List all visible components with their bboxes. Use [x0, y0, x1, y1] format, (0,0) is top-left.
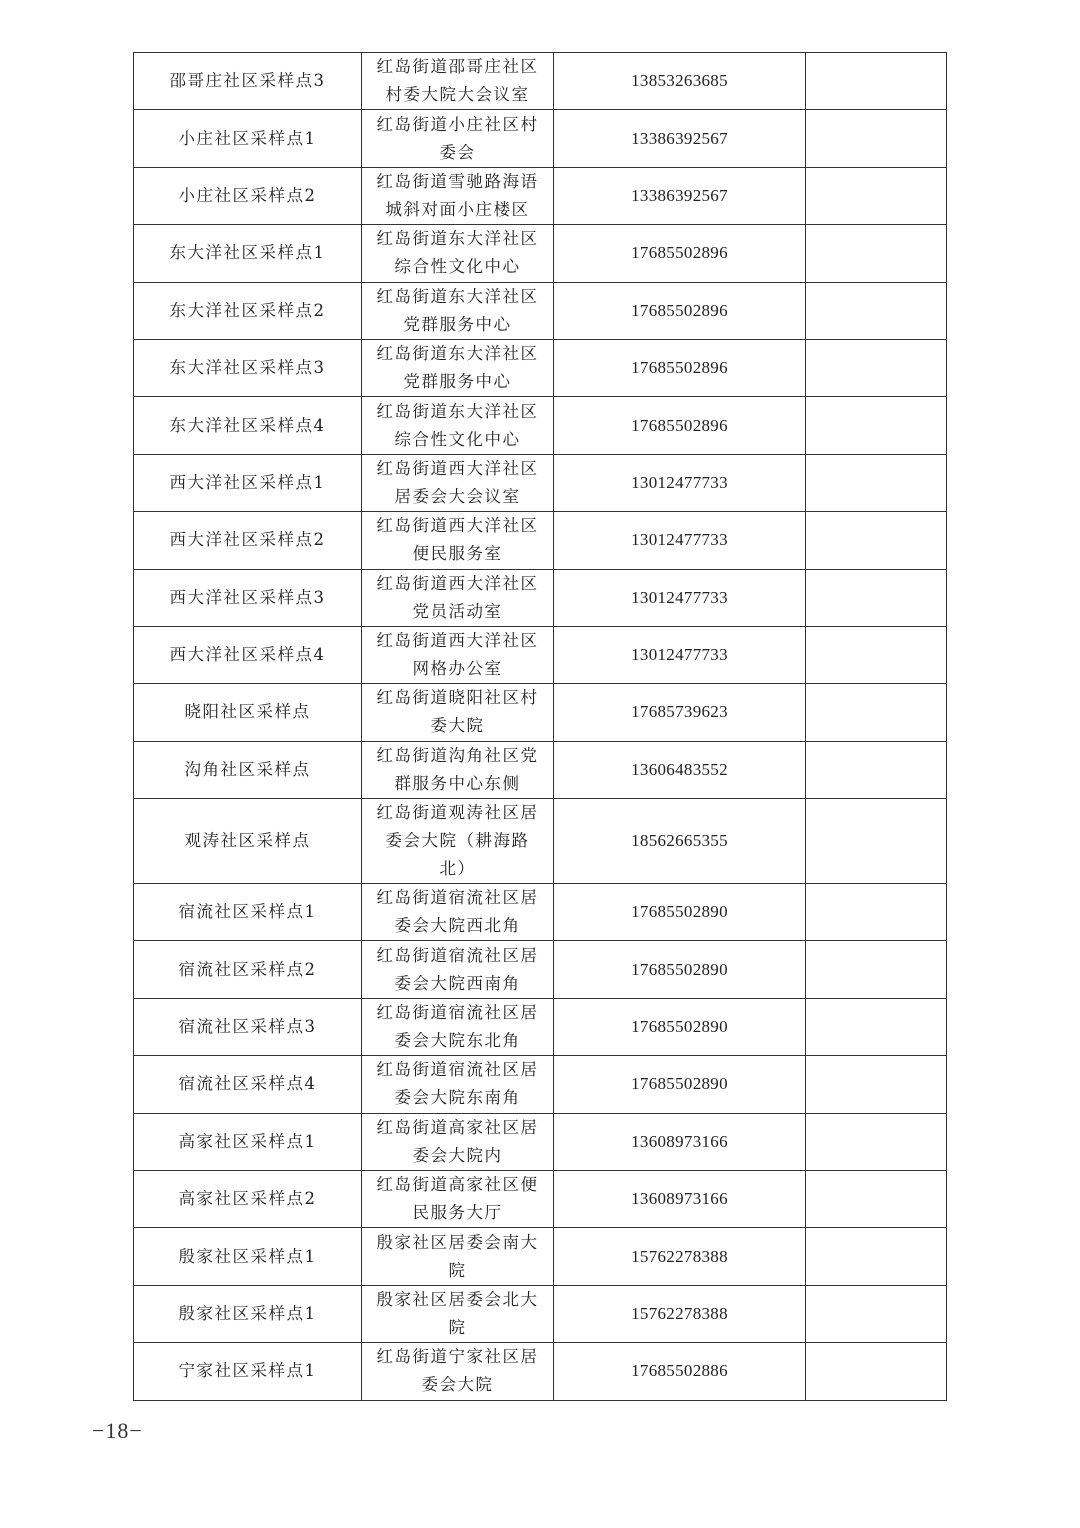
phone-cell: 13012477733 [554, 454, 806, 511]
note-cell [806, 626, 947, 683]
table-row [134, 884, 947, 941]
table-row [134, 941, 947, 998]
address-text: 红岛街道东大洋社区综合性文化中心 [376, 401, 539, 449]
note-cell [806, 397, 947, 454]
note-cell [806, 512, 947, 569]
address-cell [362, 454, 554, 511]
address-cell [362, 512, 554, 569]
phone-cell: 13608973166 [554, 1171, 806, 1228]
table-body [134, 53, 947, 1401]
address-cell [362, 225, 554, 282]
note-cell [806, 1171, 947, 1228]
site-name-cell: 高家社区采样点2 [134, 1171, 362, 1228]
note-cell [806, 741, 947, 798]
address-text: 红岛街道高家社区便民服务大厅 [376, 1175, 539, 1223]
site-name-cell: 西大洋社区采样点1 [134, 454, 362, 511]
address-text: 红岛街道观涛社区居委会大院（耕海路北） [376, 803, 539, 879]
address-text: 红岛街道宿流社区居委会大院东北角 [376, 1003, 539, 1051]
note-cell [806, 1228, 947, 1285]
address-cell [362, 339, 554, 396]
site-name-cell: 小庄社区采样点1 [134, 110, 362, 167]
address-text: 红岛街道小庄社区村委会 [376, 114, 539, 162]
address-cell [362, 1171, 554, 1228]
note-cell [806, 225, 947, 282]
phone-cell: 18562665355 [554, 799, 806, 884]
note-cell [806, 1113, 947, 1170]
table-row [134, 1285, 947, 1342]
address-text: 红岛街道沟角社区党群服务中心东侧 [376, 745, 539, 793]
address-text: 红岛街道宿流社区居委会大院西北角 [376, 888, 539, 936]
site-name-cell: 小庄社区采样点2 [134, 167, 362, 224]
site-name-cell: 东大洋社区采样点4 [134, 397, 362, 454]
note-cell [806, 998, 947, 1055]
note-cell [806, 941, 947, 998]
phone-cell: 13606483552 [554, 741, 806, 798]
address-cell [362, 998, 554, 1055]
phone-cell: 17685502896 [554, 339, 806, 396]
phone-cell: 17685502890 [554, 941, 806, 998]
phone-cell: 13386392567 [554, 110, 806, 167]
address-cell [362, 167, 554, 224]
table-row [134, 998, 947, 1055]
table-row [134, 454, 947, 511]
table-row [134, 282, 947, 339]
address-cell [362, 1285, 554, 1342]
address-text: 红岛街道雪驰路海语城斜对面小庄楼区 [376, 171, 539, 219]
address-text: 红岛街道西大洋社区便民服务室 [376, 516, 539, 564]
address-text: 红岛街道东大洋社区综合性文化中心 [376, 229, 539, 277]
table-row [134, 1113, 947, 1170]
note-cell [806, 1285, 947, 1342]
site-name-cell: 东大洋社区采样点2 [134, 282, 362, 339]
address-text: 红岛街道邵哥庄社区村委大院大会议室 [376, 57, 539, 105]
table-row [134, 1056, 947, 1113]
site-name-cell: 宿流社区采样点1 [134, 884, 362, 941]
phone-cell: 17685502896 [554, 397, 806, 454]
address-text: 红岛街道西大洋社区网格办公室 [376, 631, 539, 679]
site-name-cell: 西大洋社区采样点2 [134, 512, 362, 569]
phone-cell: 17685739623 [554, 684, 806, 741]
note-cell [806, 167, 947, 224]
site-name-cell: 西大洋社区采样点3 [134, 569, 362, 626]
table-row [134, 110, 947, 167]
address-cell [362, 884, 554, 941]
phone-cell: 13012477733 [554, 569, 806, 626]
table-row [134, 167, 947, 224]
table-row [134, 397, 947, 454]
table-row [134, 1343, 947, 1400]
phone-cell: 13853263685 [554, 53, 806, 110]
site-name-cell: 西大洋社区采样点4 [134, 626, 362, 683]
phone-cell: 13012477733 [554, 626, 806, 683]
address-cell [362, 941, 554, 998]
address-cell [362, 1343, 554, 1400]
site-name-cell: 殷家社区采样点1 [134, 1285, 362, 1342]
address-cell [362, 1228, 554, 1285]
table-row [134, 799, 947, 884]
address-text: 红岛街道高家社区居委会大院内 [376, 1117, 539, 1165]
phone-cell: 13608973166 [554, 1113, 806, 1170]
table-row [134, 1171, 947, 1228]
table-row [134, 569, 947, 626]
address-text: 红岛街道东大洋社区党群服务中心 [376, 286, 539, 334]
address-cell [362, 53, 554, 110]
phone-cell: 17685502896 [554, 282, 806, 339]
table-row [134, 53, 947, 110]
address-text: 殷家社区居委会南大院 [376, 1232, 539, 1280]
table-row [134, 225, 947, 282]
table-row [134, 1228, 947, 1285]
address-cell [362, 684, 554, 741]
phone-cell: 15762278388 [554, 1228, 806, 1285]
site-name-cell: 沟角社区采样点 [134, 741, 362, 798]
note-cell [806, 1343, 947, 1400]
phone-cell: 13012477733 [554, 512, 806, 569]
phone-cell: 17685502890 [554, 884, 806, 941]
address-cell [362, 1056, 554, 1113]
note-cell [806, 454, 947, 511]
site-name-cell: 宿流社区采样点3 [134, 998, 362, 1055]
address-text: 红岛街道宿流社区居委会大院西南角 [376, 945, 539, 993]
site-name-cell: 晓阳社区采样点 [134, 684, 362, 741]
address-text: 红岛街道宿流社区居委会大院东南角 [376, 1060, 539, 1108]
address-cell [362, 626, 554, 683]
phone-cell: 17685502890 [554, 998, 806, 1055]
address-cell [362, 397, 554, 454]
table-row [134, 626, 947, 683]
address-text: 红岛街道宁家社区居委会大院 [376, 1347, 539, 1395]
site-name-cell: 宁家社区采样点1 [134, 1343, 362, 1400]
note-cell [806, 684, 947, 741]
address-cell [362, 110, 554, 167]
address-text: 殷家社区居委会北大院 [376, 1290, 539, 1337]
note-cell [806, 569, 947, 626]
site-name-cell: 东大洋社区采样点3 [134, 339, 362, 396]
table-row [134, 512, 947, 569]
site-name-cell: 宿流社区采样点4 [134, 1056, 362, 1113]
table-row [134, 741, 947, 798]
phone-cell: 17685502886 [554, 1343, 806, 1400]
address-cell [362, 282, 554, 339]
phone-cell: 17685502890 [554, 1056, 806, 1113]
phone-cell: 13386392567 [554, 167, 806, 224]
table-row [134, 339, 947, 396]
note-cell [806, 1056, 947, 1113]
site-name-cell: 邵哥庄社区采样点3 [134, 53, 362, 110]
site-name-cell: 殷家社区采样点1 [134, 1228, 362, 1285]
note-cell [806, 53, 947, 110]
address-text: 红岛街道西大洋社区居委会大会议室 [376, 458, 539, 506]
page-number: −18− [92, 1418, 143, 1443]
sampling-sites-table [133, 52, 947, 1401]
address-text: 红岛街道东大洋社区党群服务中心 [376, 344, 539, 392]
address-text: 红岛街道晓阳社区村委大院 [376, 688, 539, 736]
note-cell [806, 884, 947, 941]
note-cell [806, 282, 947, 339]
note-cell [806, 110, 947, 167]
site-name-cell: 观涛社区采样点 [134, 799, 362, 884]
address-cell [362, 799, 554, 884]
phone-cell: 15762278388 [554, 1285, 806, 1342]
address-cell [362, 741, 554, 798]
site-name-cell: 宿流社区采样点2 [134, 941, 362, 998]
address-cell [362, 569, 554, 626]
site-name-cell: 高家社区采样点1 [134, 1113, 362, 1170]
address-text: 红岛街道西大洋社区党员活动室 [376, 573, 539, 621]
phone-cell: 17685502896 [554, 225, 806, 282]
note-cell [806, 799, 947, 884]
address-cell [362, 1113, 554, 1170]
site-name-cell: 东大洋社区采样点1 [134, 225, 362, 282]
table-row [134, 684, 947, 741]
note-cell [806, 339, 947, 396]
